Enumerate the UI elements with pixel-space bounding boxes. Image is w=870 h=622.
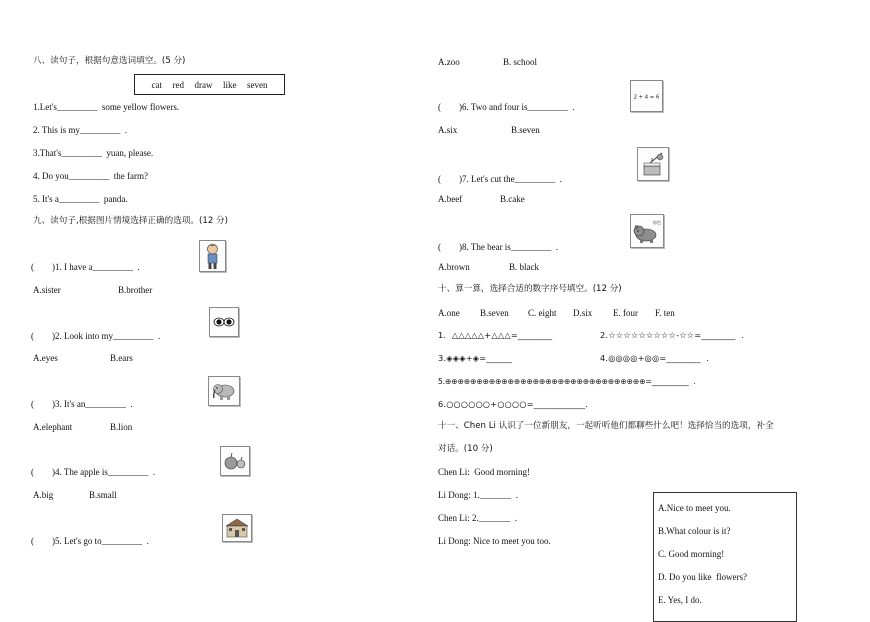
sec9-q3-option-a: A.elephant [33,422,73,432]
sec9-q7: ( )7. Let's cut the_________ . [438,174,562,184]
word-bank-word: draw [194,79,213,90]
word-bank-word: seven [247,79,268,90]
sec9-q1: ( )1. I have a_________ . [31,262,140,272]
section-8-title: 八、读句子，根据句意选词填空。(5 分) [33,56,186,66]
sec9-q6-option-a: A.six [438,125,458,135]
dialogue-choice-d: D. Do you like flowers? [658,572,747,582]
cake-cutting-icon [637,147,669,181]
elephant-icon [208,376,240,406]
dialogue-choices-box [653,492,797,622]
section-11-title-cont: 对话。(10 分) [438,444,493,454]
sec10-option-b: B.seven [480,308,509,318]
sec9-q2-option-b: B.ears [110,353,133,363]
bear-icon [630,214,664,248]
sec9-q2: ( )2. Look into my_________ . [31,331,161,341]
bear-card-label: 棕色 [653,220,661,225]
sec8-item-3: 3.That's_________ yuan, please. [33,148,154,158]
section-11-title: 十一、Chen Li 认识了一位新朋友，一起听听他们都聊些什么吧！选择恰当的选项，补全 [438,421,774,431]
sec9-q4-option-b: B.small [89,490,117,500]
sec9-q3-option-b: B.lion [110,422,133,432]
sec9-q1-option-b: B.brother [118,285,153,295]
sec10-option-c: C. eight [528,308,557,318]
dialogue-choice-a: A.Nice to meet you. [658,503,731,513]
sec8-item-4: 4. Do you_________ the farm? [33,171,148,181]
word-bank-word: cat [151,79,162,90]
sec10-q5: 5.⊕⊕⊕⊕⊕⊕⊕⊕⊕⊕⊕⊕⊕⊕⊕⊕⊕⊕⊕⊕⊕⊕⊕⊕⊕⊕⊕⊕⊕⊕⊕⊕=__________ . [438,377,696,386]
sec9-q8: ( )8. The bear is_________ . [438,242,559,252]
word-bank-word: red [172,79,184,90]
dialogue-choice-e: E. Yes, I do. [658,595,702,605]
sec10-q6: 6.○○○○○○+○○○○=____________. [438,399,589,409]
sec10-option-d: D.six [573,308,593,318]
sec10-option-f: F. ten [655,308,675,318]
sec8-item-2: 2. This is my_________ . [33,125,128,135]
dialogue-line: Li Dong: 1._______ . [438,490,518,500]
sec9-q4: ( )4. The apple is_________ . [31,467,156,477]
section-10-title: 十、算一算，选择合适的数字序号填空。(12 分) [438,284,622,294]
dialogue-line: Chen Li: 2._______ . [438,513,517,523]
equation-card-text: 2 + 4 = 6 [633,94,660,101]
school-icon [222,514,252,542]
word-bank-box [134,74,285,95]
sec9-q5-option-a: A.zoo [438,57,460,67]
sec9-q6-option-b: B.seven [511,125,540,135]
sec10-q4: 4.◎◎◎◎+◎◎=________ . [600,353,710,363]
sec9-q4-option-a: A.big [33,490,54,500]
sec10-option-a: A.one [438,308,460,318]
sec10-q1: 1. △△△△△+△△△=________ [438,330,553,340]
sec10-option-e: E. four [613,308,638,318]
dialogue-choice-c: C. Good morning! [658,549,725,559]
dialogue-line: Li Dong: Nice to meet you too. [438,536,551,546]
sec9-q1-option-a: A.sister [33,285,61,295]
sec8-item-1: 1.Let's_________ some yellow flowers. [33,102,180,112]
dialogue-choice-b: B.What colour is it? [658,526,731,536]
equation-card-icon [630,80,663,112]
boy-icon [199,240,226,272]
dialogue-line: Chen Li: Good morning! [438,467,530,477]
sec9-q6: ( )6. Two and four is_________ . [438,102,575,112]
apples-icon [220,446,250,476]
word-bank-word: like [223,79,237,90]
sec9-q5: ( )5. Let's go to_________ . [31,536,149,546]
sec9-q7-option-b: B.cake [500,194,525,204]
sec10-q3: 3.◈◈◈+◈=______ [438,353,513,363]
sec9-q2-option-a: A.eyes [33,353,58,363]
sec10-q2: 2.☆☆☆☆☆☆☆☆☆-☆☆=________ . [600,330,745,340]
sec9-q7-option-a: A.beef [438,194,463,204]
sec9-q8-option-b: B. black [509,262,539,272]
sec9-q8-option-a: A.brown [438,262,470,272]
sec9-q3: ( )3. It's an_________ . [31,399,133,409]
section-9-title: 九、读句子,根据图片情境选择正确的选项。(12 分) [33,216,228,226]
sec8-item-5: 5. It's a_________ panda. [33,194,128,204]
eyes-icon [209,307,239,337]
sec9-q5-option-b: B. school [503,57,538,67]
